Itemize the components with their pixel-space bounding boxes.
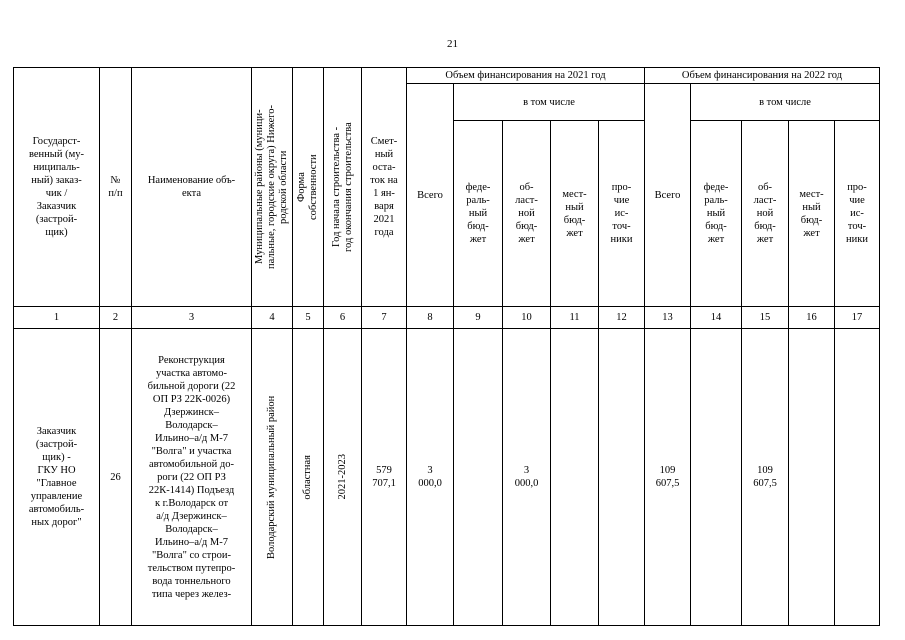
header-total-2021: Всего [407,84,454,307]
column-number: 2 [100,307,132,329]
header-regional-2022: об- ласт- ной бюд- жет [742,121,789,307]
header-including-2021: в том числе [454,84,645,121]
column-number: 1 [14,307,100,329]
row-number-cell: 26 [100,329,132,626]
years-text: 2021-2023 [336,454,348,500]
column-number: 17 [835,307,880,329]
header-years-text: Год начала строительства - год окончания строительства [330,122,354,252]
column-number: 15 [742,307,789,329]
total-2021-cell: 3 000,0 [407,329,454,626]
header-local-2022: мест- ный бюд- жет [789,121,835,307]
column-number: 5 [293,307,324,329]
ownership-cell [293,329,324,626]
column-number: 7 [362,307,407,329]
header-object-name: Наименование объ- екта [132,68,252,307]
column-number: 16 [789,307,835,329]
header-financing-2022: Объем финансирования на 2022 год [645,68,880,84]
column-number-row [14,307,880,329]
header-federal-2021: федe- раль- ный бюд- жет [454,121,503,307]
customer-cell: Заказчик (застрой- щик) - ГКУ НО "Главное управление автомобиль- ных дорог" [14,329,100,626]
header-ownership-text: Форма собственности [296,154,319,220]
local-2021-cell [551,329,599,626]
regional-2021-cell: 3 000,0 [503,329,551,626]
regional-2022-cell: 109 607,5 [742,329,789,626]
local-2022-cell [789,329,835,626]
district-cell [252,329,293,626]
header-financing-2021: Объем финансирования на 2021 год [407,68,645,84]
estimate-balance-cell: 579 707,1 [362,329,407,626]
total-2022-cell: 109 607,5 [645,329,691,626]
table-row [14,329,880,626]
header-estimate-balance: Смет- ный оста- ток на 1 ян- варя 2021 года [362,68,407,307]
years-cell [324,329,362,626]
column-number: 8 [407,307,454,329]
page-number: 21 [447,38,458,50]
other-2022-cell [835,329,880,626]
column-number: 6 [324,307,362,329]
header-total-2022: Всего [645,84,691,307]
column-number: 3 [132,307,252,329]
column-number: 10 [503,307,551,329]
object-name-cell: Реконструкция участка автомо- бильной дороги (22 ОП РЗ 22К-0026) Дзержинск– Володарск– Ильино–а/д М-7 "Волга" и участка автомобильной до- роги (22 ОП РЗ 22К-1414) Подъезд к г.Володарск от а/д Дзержинск– Володарск– Ильино–а/д М-7 "Волга" со строи- тельством путепро- вода тоннельного типа через желез- [132,329,252,626]
other-2021-cell [599,329,645,626]
header-customer: Государст- венный (му- ниципаль- ный) заказ- чик / Заказчик (застрой- щик) [14,68,100,307]
header-other-2022: про- чие ис- точ- ники [835,121,880,307]
header-local-2021: мест- ный бюд- жет [551,121,599,307]
header-years [324,68,362,307]
column-number: 4 [252,307,293,329]
column-number: 12 [599,307,645,329]
financing-table [13,67,880,626]
header-ownership [293,68,324,307]
column-number: 9 [454,307,503,329]
ownership-text: областная [302,454,313,500]
header-regional-2021: об- ласт- ной бюд- жет [503,121,551,307]
federal-2021-cell [454,329,503,626]
header-federal-2022: федe- раль- ный бюд- жет [691,121,742,307]
federal-2022-cell [691,329,742,626]
header-including-2022: в том числе [691,84,880,121]
district-text: Володарский муниципальный район [266,395,277,559]
header-other-2021: про- чие ис- точ- ники [599,121,645,307]
header-number: № п/п [100,68,132,307]
column-number: 13 [645,307,691,329]
column-number: 11 [551,307,599,329]
header-district [252,68,293,307]
header-district-text: Муниципальные районы (муници- пальные, городские округа) Нижего- родской области [254,104,289,270]
column-number: 14 [691,307,742,329]
